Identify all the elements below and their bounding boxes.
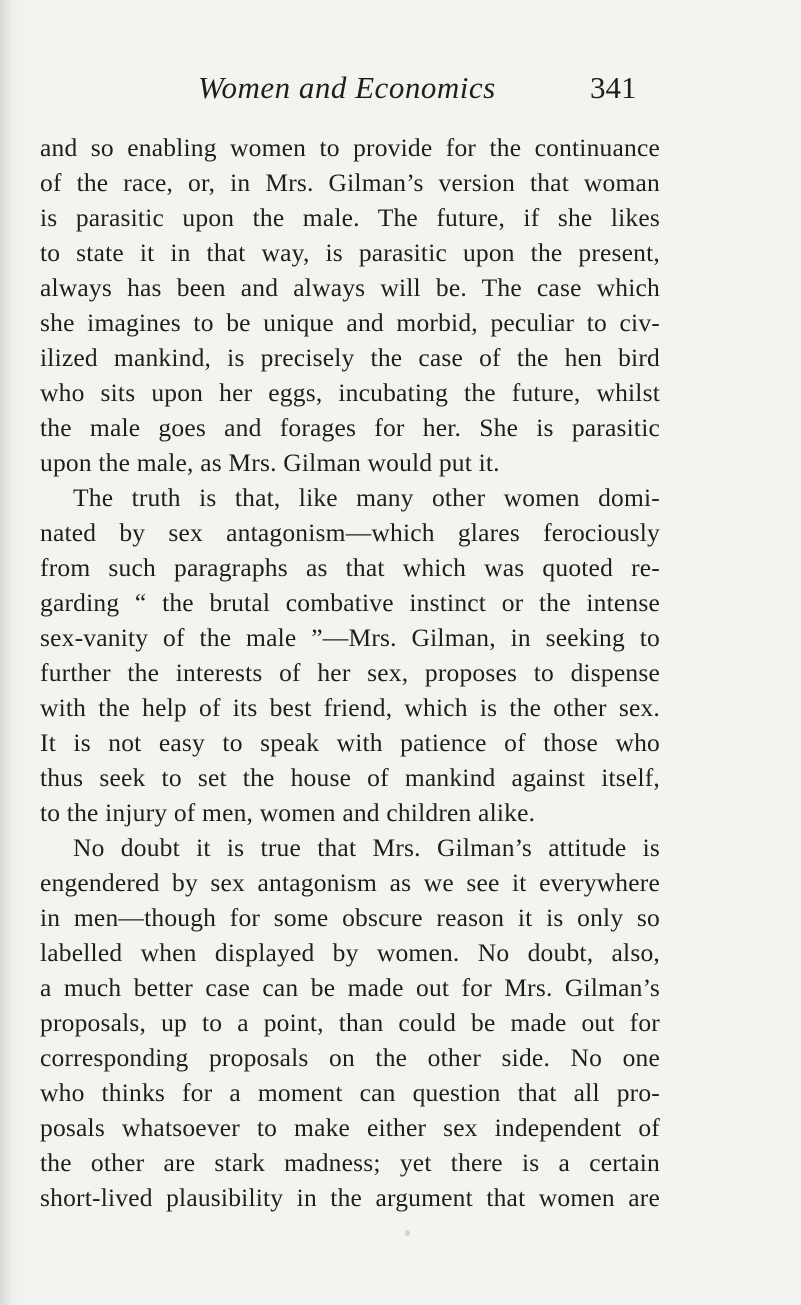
text-line: ilized mankind, is precisely the case of the hen bird bbox=[40, 343, 660, 372]
text-line: It is not easy to speak with patience of those who bbox=[40, 728, 660, 757]
text-line: garding “ the brutal combative instinct or the intense bbox=[40, 588, 660, 617]
gutter-shadow bbox=[0, 0, 12, 1305]
text-line: the other are stark madness; yet there is a certain bbox=[40, 1148, 660, 1177]
text-line: nated by sex antagonism—which glares ferociously bbox=[40, 518, 660, 547]
text-line: labelled when displayed by women. No doubt, also, bbox=[40, 938, 660, 967]
text-line: sex-vanity of the male ”—Mrs. Gilman, in seeking to bbox=[40, 623, 660, 652]
paper-speck bbox=[405, 1230, 410, 1236]
text-line: corresponding proposals on the other side. No one bbox=[40, 1043, 660, 1072]
text-line: who sits upon her eggs, incubating the future, whilst bbox=[40, 378, 660, 407]
running-head bbox=[0, 62, 801, 122]
text-line: upon the male, as Mrs. Gilman would put it. bbox=[40, 448, 500, 477]
text-line: she imagines to be unique and morbid, peculiar to civ- bbox=[40, 308, 660, 337]
text-line: posals whatsoever to make either sex independent of bbox=[40, 1113, 660, 1142]
text-line: in men—though for some obscure reason it is only so bbox=[40, 903, 660, 932]
text-line: a much better case can be made out for Mrs. Gilman’s bbox=[40, 973, 660, 1002]
text-line: and so enabling women to provide for the continuance bbox=[40, 133, 660, 162]
text-line: the male goes and forages for her. She is parasitic bbox=[40, 413, 660, 442]
text-line: of the race, or, in Mrs. Gilman’s version that woman bbox=[40, 168, 660, 197]
text-line: who thinks for a moment can question that all pro- bbox=[40, 1078, 660, 1107]
text-line: to the injury of men, women and children alike. bbox=[40, 798, 536, 827]
text-line: further the interests of her sex, proposes to dispense bbox=[40, 658, 660, 687]
text-line: from such paragraphs as that which was quoted re- bbox=[40, 553, 660, 582]
text-line: always has been and always will be. The case which bbox=[40, 273, 660, 302]
paragraph-start-line: The truth is that, like many other women domi- bbox=[73, 483, 660, 512]
text-line: to state it in that way, is parasitic upon the present, bbox=[40, 238, 660, 267]
paragraph-start-line: No doubt it is true that Mrs. Gilman’s attitude is bbox=[73, 833, 660, 862]
running-title: Women and Economics bbox=[198, 70, 496, 105]
text-line: with the help of its best friend, which is the other sex. bbox=[40, 693, 660, 722]
text-line: engendered by sex antagonism as we see it everywhere bbox=[40, 868, 660, 897]
text-line: proposals, up to a point, than could be made out for bbox=[40, 1008, 660, 1037]
text-line: thus seek to set the house of mankind against itself, bbox=[40, 763, 660, 792]
text-line: short-lived plausibility in the argument that women are bbox=[40, 1183, 660, 1212]
body-text bbox=[40, 130, 660, 1215]
page-number: 341 bbox=[590, 70, 637, 105]
text-line: is parasitic upon the male. The future, if she likes bbox=[40, 203, 660, 232]
